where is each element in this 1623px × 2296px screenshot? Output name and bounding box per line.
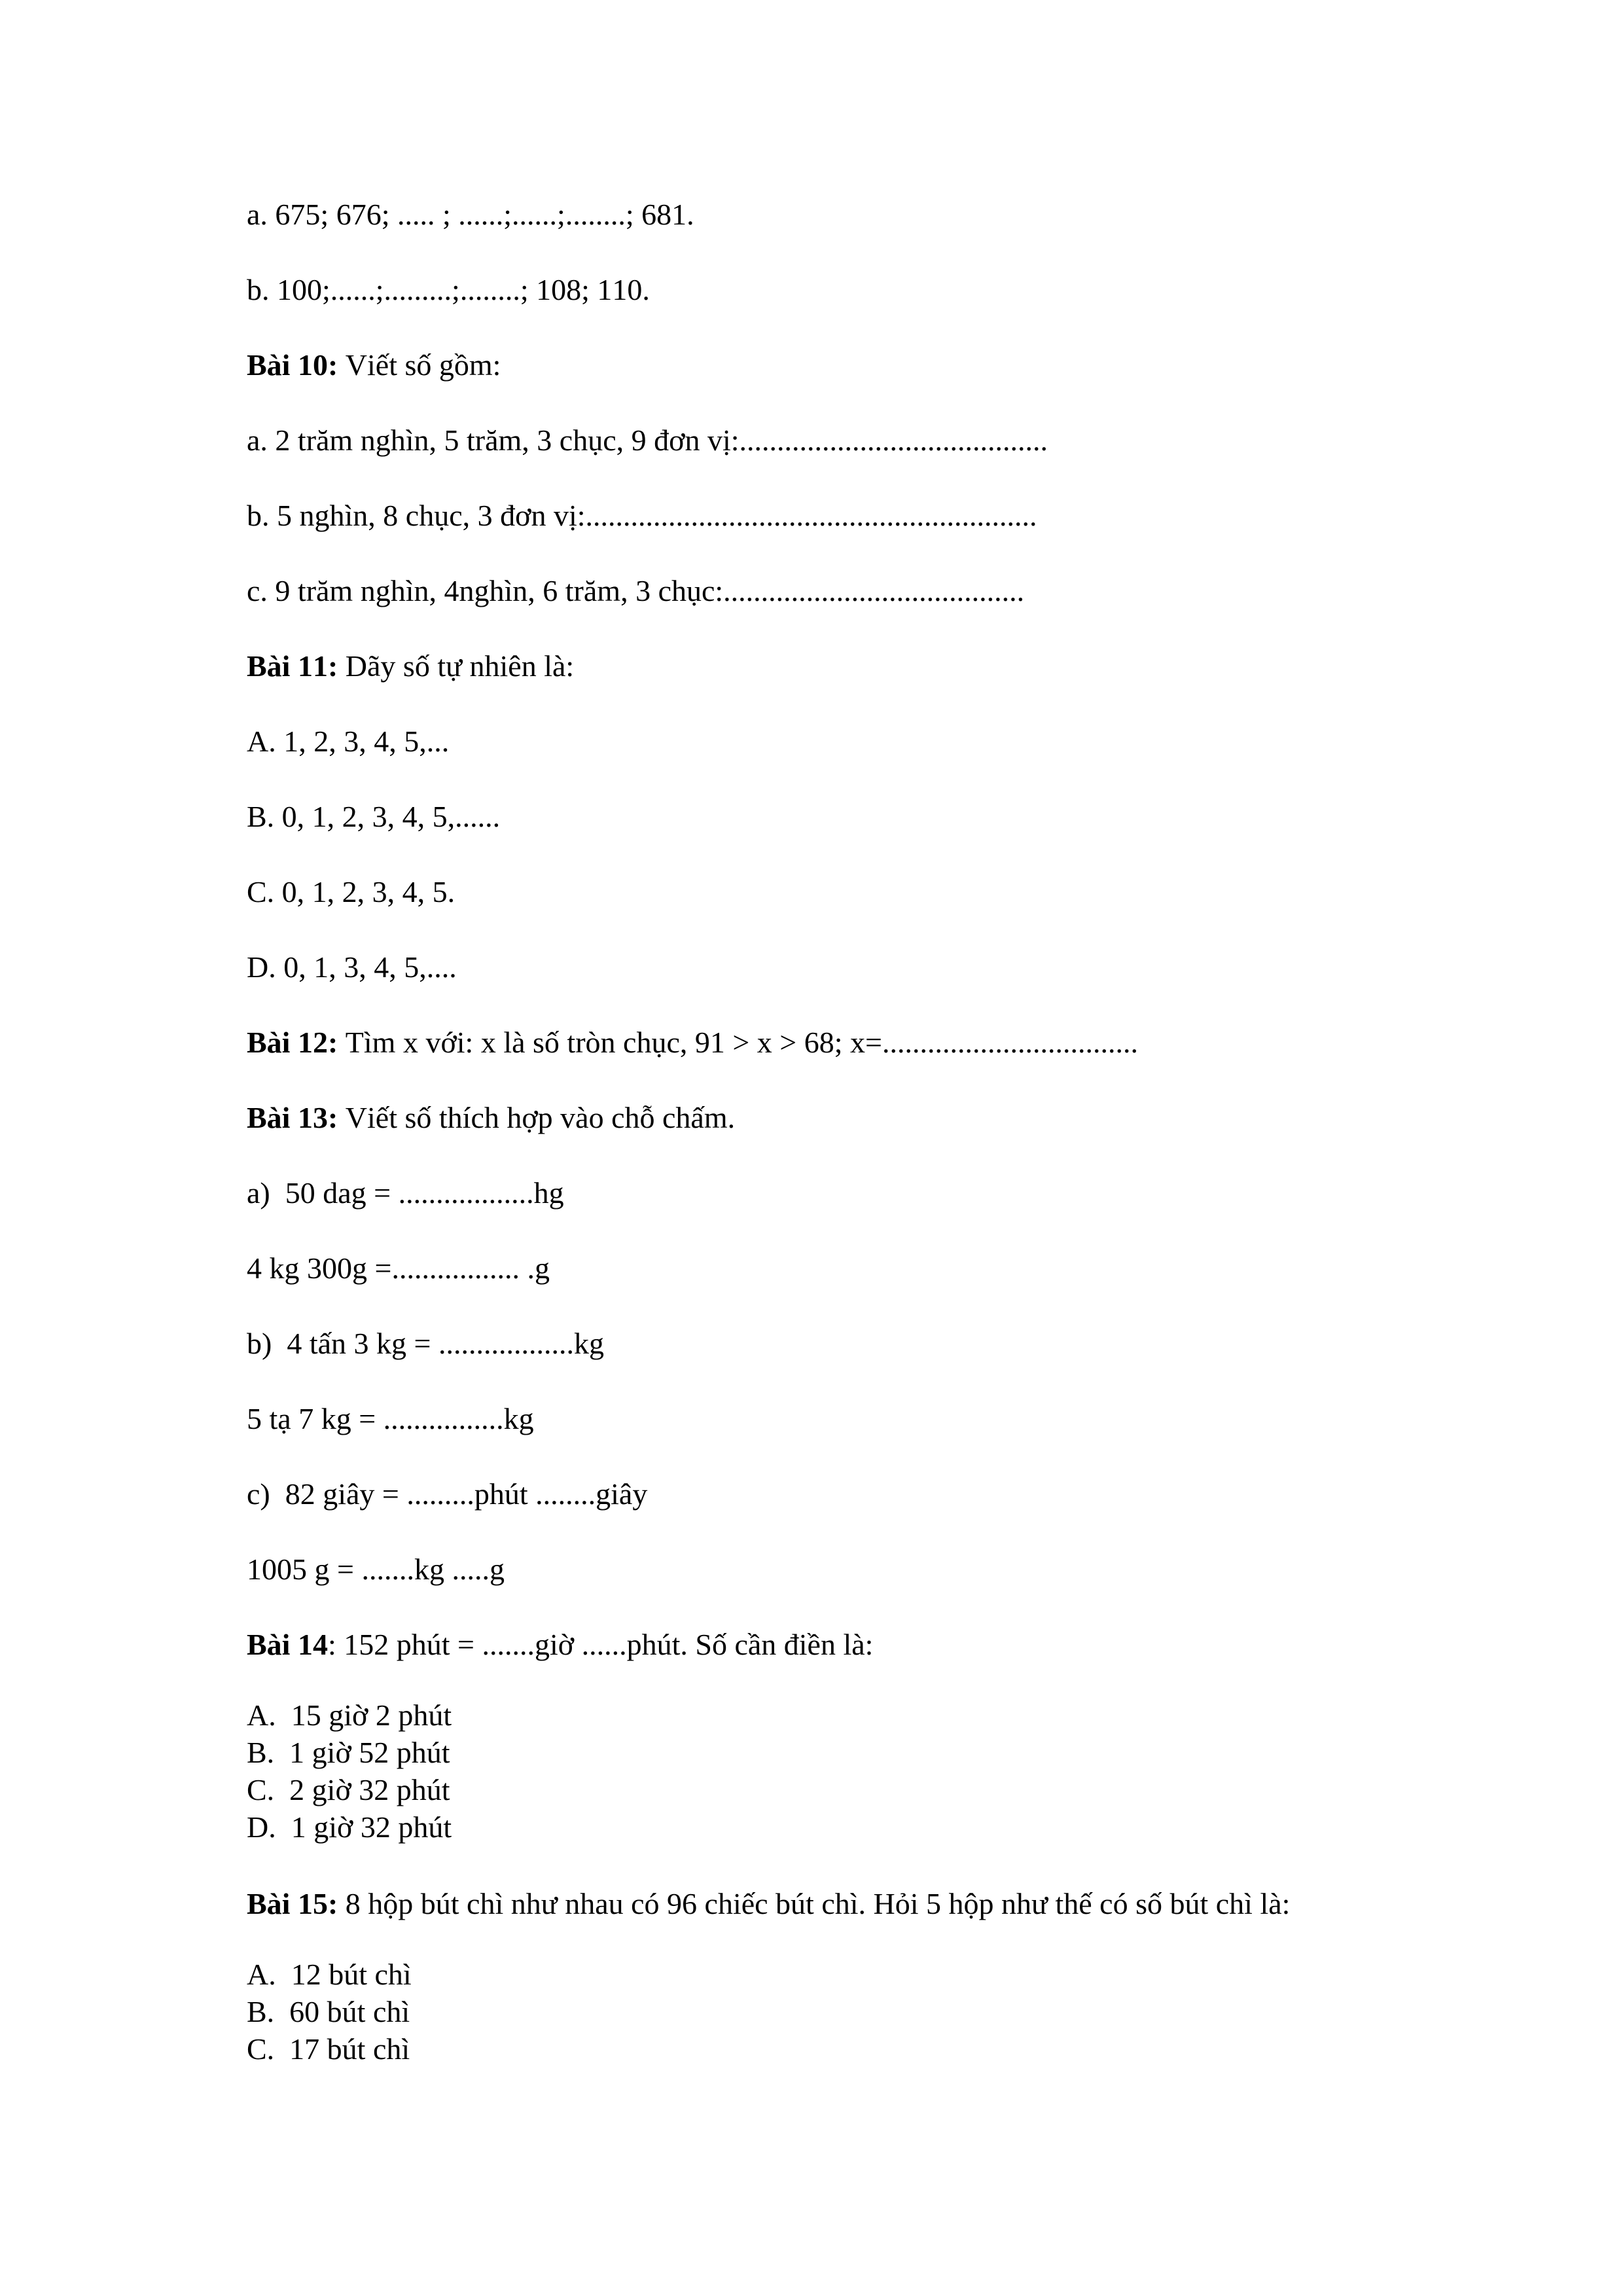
line-text: D. 0, 1, 3, 4, 5,.... (247, 950, 457, 984)
answer-option (247, 1956, 1564, 1993)
line-text: C. 2 giờ 32 phút (247, 1773, 450, 1806)
worksheet-line (247, 417, 1564, 463)
line-text: : 152 phút = .......giờ ......phút. Số cần điền là: (327, 1628, 874, 1661)
answer-option (247, 1771, 1564, 1808)
answer-option (247, 1808, 1564, 1846)
exercise-heading (247, 1094, 1564, 1141)
answer-option (247, 944, 1564, 990)
line-text: a. 675; 676; ..... ; ......;......;........; 681. (247, 198, 694, 231)
exercise-heading (247, 1019, 1564, 1066)
exercise-number: Bài 13: (247, 1101, 338, 1134)
line-text: a) 50 dag = ..................hg (247, 1176, 564, 1210)
worksheet-line (247, 1170, 1564, 1216)
line-text: b. 100;......;.........;........; 108; 110. (247, 273, 650, 306)
exercise-heading (247, 1621, 1564, 1668)
line-text: Tìm x với: x là số tròn chục, 91 > x > 68; x=.................................. (338, 1026, 1138, 1059)
line-text: b. 5 nghìn, 8 chục, 3 đơn vị:............................................................ (247, 499, 1037, 532)
exercise-number: Bài 15: (247, 1887, 338, 1920)
worksheet-line (247, 191, 1564, 238)
exercise-heading (247, 1880, 1564, 1927)
answer-option (247, 869, 1564, 915)
worksheet-line (247, 1395, 1564, 1442)
line-text: D. 1 giờ 32 phút (247, 1810, 452, 1844)
line-text: B. 1 giờ 52 phút (247, 1736, 450, 1769)
worksheet-line (247, 1245, 1564, 1291)
exercise-number: Bài 11: (247, 649, 338, 683)
worksheet-line (247, 1471, 1564, 1517)
exercise-heading (247, 342, 1564, 388)
line-text: A. 15 giờ 2 phút (247, 1698, 452, 1732)
line-text: c. 9 trăm nghìn, 4nghìn, 6 trăm, 3 chục:........................................ (247, 574, 1025, 607)
line-text: C. 0, 1, 2, 3, 4, 5. (247, 875, 455, 908)
line-text: Viết số gồm: (338, 348, 501, 382)
line-text: 1005 g = .......kg .....g (247, 1552, 505, 1586)
worksheet-body (247, 191, 1564, 2068)
line-text: 4 kg 300g =................. .g (247, 1251, 550, 1285)
line-text: B. 60 bút chì (247, 1995, 410, 2028)
line-text: A. 12 bút chì (247, 1958, 412, 1991)
line-text: b) 4 tấn 3 kg = ..................kg (247, 1327, 604, 1360)
line-text: B. 0, 1, 2, 3, 4, 5,...... (247, 800, 501, 833)
exercise-number: Bài 10: (247, 348, 338, 382)
line-text: 5 tạ 7 kg = ................kg (247, 1402, 534, 1435)
line-text: a. 2 trăm nghìn, 5 trăm, 3 chục, 9 đơn vị:......................................... (247, 423, 1048, 457)
line-text: c) 82 giây = .........phút ........giây (247, 1477, 648, 1511)
worksheet-line (247, 1546, 1564, 1592)
line-text: Dãy số tự nhiên là: (338, 649, 575, 683)
answer-option (247, 1734, 1564, 1771)
exercise-number: Bài 12: (247, 1026, 338, 1059)
line-text: C. 17 bút chì (247, 2032, 410, 2066)
worksheet-line (247, 1320, 1564, 1367)
exercise-heading (247, 643, 1564, 689)
answer-option (247, 1993, 1564, 2030)
line-text: Viết số thích hợp vào chỗ chấm. (338, 1101, 736, 1134)
line-text: 8 hộp bút chì như nhau có 96 chiếc bút chì. Hỏi 5 hộp như thế có số bút chì là: (338, 1887, 1291, 1920)
worksheet-line (247, 567, 1564, 614)
answer-option (247, 1696, 1564, 1734)
line-text: A. 1, 2, 3, 4, 5,... (247, 725, 450, 758)
answer-option (247, 793, 1564, 840)
worksheet-line (247, 266, 1564, 313)
worksheet-line (247, 492, 1564, 539)
exercise-number: Bài 14 (247, 1628, 328, 1661)
answer-option (247, 2030, 1564, 2068)
answer-option (247, 718, 1564, 764)
